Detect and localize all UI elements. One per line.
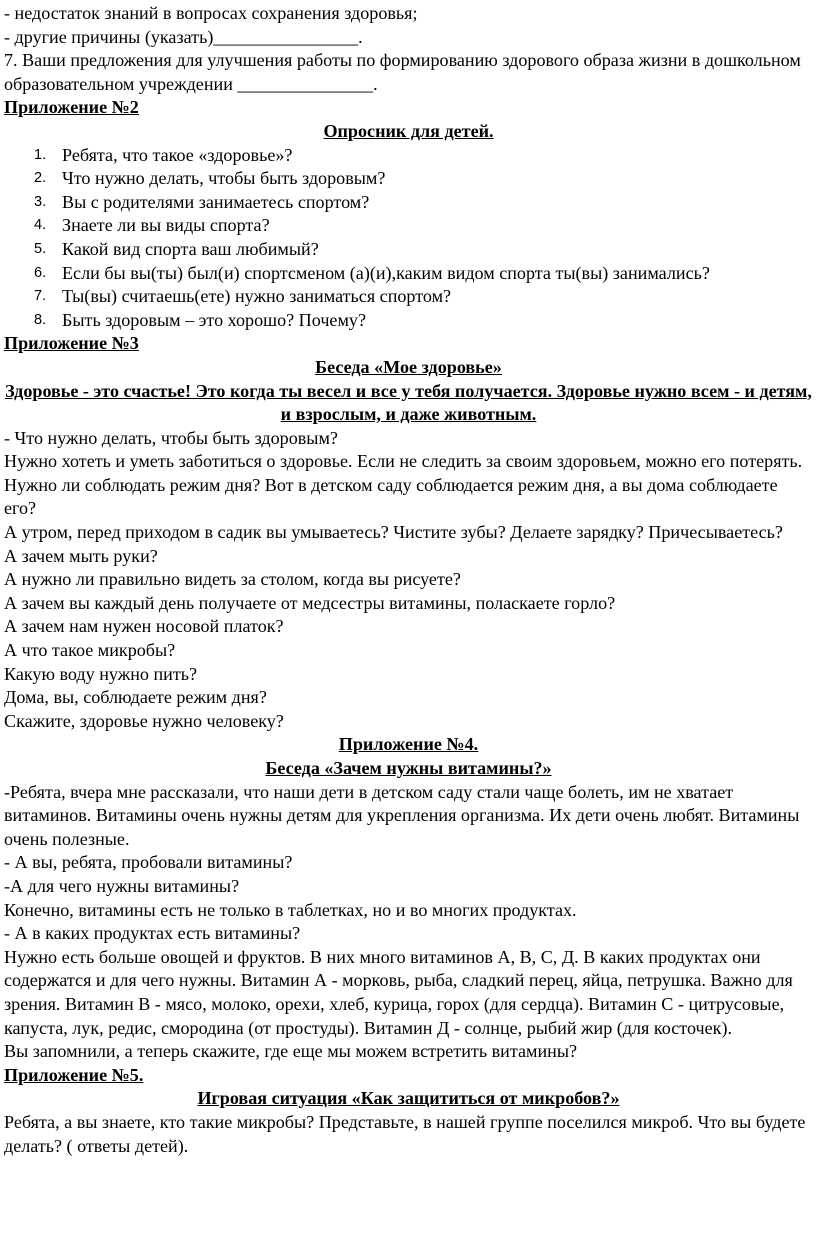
paragraph: Нужно есть больше овощей и фруктов. В них много витаминов А, В, С, Д. В каких продуктах они содержатся и для чего нужны. Витамин А - морковь, рыба, сладкий перец, яйца, петрушка. Важно для зрения. Витамин В - мясо, молоко, орехи, хлеб, курица, горох (для сердца). Витамин С - цитрусовые, капуста, лук, редис, смородина (от простуды). Витамин Д - солнце, рыбий жир (для косточек). — [4, 946, 793, 1038]
list-number: 6. — [34, 264, 47, 281]
list-number: 1. — [34, 146, 47, 163]
paragraph: Вы запомнили, а теперь скажите, где еще мы можем встретить витамины? — [4, 1041, 578, 1062]
paragraph: Нужно ли соблюдать режим дня? Вот в детском саду соблюдается режим дня, а вы дома соблюдаете его? — [4, 474, 778, 519]
paragraph: Дома, вы, соблюдаете режим дня? — [4, 687, 267, 708]
appendix-3-motto: Здоровье - это счастье! Это когда ты весел и все у тебя получается. Здоровье нужно всем - и детям, и взрослым, и даже животным. — [5, 380, 812, 425]
paragraph: Конечно, витамины есть не только в таблетках, но и во многих продуктах. — [4, 899, 577, 920]
list-item-text: Ребята, что такое «здоровье»? — [62, 144, 293, 165]
list-item — [4, 144, 813, 168]
paragraph: А утром, перед приходом в садик вы умываетесь? Чистите зубы? Делаете зарядку? Причесываетесь? — [4, 522, 783, 543]
list-number: 2. — [34, 170, 47, 187]
paragraph: Ребята, а вы знаете, кто такие микробы? Представьте, в нашей группе поселился микроб. Что вы будете делать? ( ответы детей). — [4, 1111, 806, 1156]
list-item — [4, 167, 813, 191]
list-item-text: Вы с родителями занимаетесь спортом? — [62, 191, 370, 212]
paragraph: А нужно ли правильно видеть за столом, когда вы рисуете? — [4, 569, 461, 590]
list-item — [4, 285, 813, 309]
list-item — [4, 309, 813, 333]
paragraph: Какую воду нужно пить? — [4, 663, 198, 684]
appendix-5-title: Игровая ситуация «Как защититься от микробов?» — [197, 1088, 620, 1109]
list-item-text: Знаете ли вы виды спорта? — [62, 215, 270, 236]
list-item — [4, 238, 813, 262]
paragraph: - Что нужно делать, чтобы быть здоровым? — [4, 427, 338, 448]
paragraph: Нужно хотеть и уметь заботиться о здоровье. Если не следить за своим здоровьем, можно его потерять. — [4, 451, 803, 472]
intro-line: - недостаток знаний в вопросах сохранения здоровья; — [4, 3, 418, 23]
appendix-2-title: Опросник для детей. — [323, 120, 494, 141]
list-number: 8. — [34, 311, 47, 328]
list-item-text: Если бы вы(ты) был(и) спортсменом (а)(и),каким видом спорта ты(вы) занимались? — [62, 262, 710, 283]
questionnaire-list — [4, 144, 813, 333]
paragraph: -Ребята, вчера мне рассказали, что наши дети в детском саду стали чаще болеть, им не хватает витаминов. Витамины очень нужны детям для укрепления организма. Их дети очень любят. Витамины очень полезные. — [4, 781, 800, 849]
paragraph: А зачем мыть руки? — [4, 545, 158, 566]
intro-line: - другие причины (указать)________________. — [4, 26, 363, 47]
paragraph: А зачем вы каждый день получаете от медсестры витамины, поласкаете горло? — [4, 592, 616, 613]
paragraph: -А для чего нужны витамины? — [4, 875, 240, 896]
list-item — [4, 191, 813, 215]
intro-line: 7. Ваши предложения для улучшения работы по формированию здорового образа жизни в дошкольном образовательном учреждении _______________. — [4, 50, 801, 94]
list-number: 3. — [34, 193, 47, 210]
paragraph: - А вы, ребята, пробовали витамины? — [4, 852, 293, 873]
list-item-text: Быть здоровым – это хорошо? Почему? — [62, 309, 366, 330]
list-item-text: Что нужно делать, чтобы быть здоровым? — [62, 168, 386, 189]
paragraph: Скажите, здоровье нужно человеку? — [4, 710, 284, 731]
paragraph: А что такое микробы? — [4, 640, 176, 661]
list-item-text: Какой вид спорта ваш любимый? — [62, 238, 319, 259]
paragraph: - А в каких продуктах есть витамины? — [4, 923, 301, 944]
appendix-2-label: Приложение №2 — [4, 97, 139, 118]
appendix-4-title: Беседа «Зачем нужны витамины?» — [265, 758, 552, 778]
list-item — [4, 214, 813, 238]
appendix-3-label: Приложение №3 — [4, 333, 139, 354]
paragraph: А зачем нам нужен носовой платок? — [4, 616, 284, 637]
list-item-text: Ты(вы) считаешь(ете) нужно заниматься спортом? — [62, 286, 452, 307]
list-number: 4. — [34, 217, 47, 234]
appendix-4-label: Приложение №4. — [338, 734, 479, 755]
appendix-3-title: Беседа «Мое здоровье» — [315, 356, 502, 377]
list-number: 7. — [34, 288, 47, 305]
list-number: 5. — [34, 240, 47, 257]
appendix-5-label: Приложение №5. — [4, 1064, 144, 1085]
list-item — [4, 262, 813, 286]
